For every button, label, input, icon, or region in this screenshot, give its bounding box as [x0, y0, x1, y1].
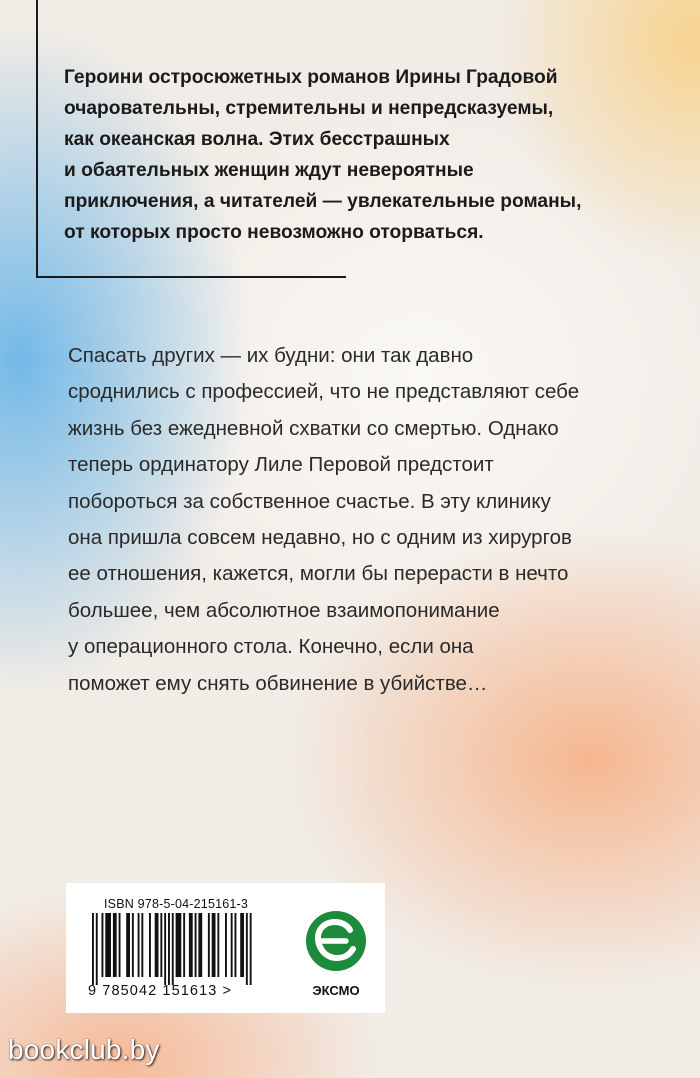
annotation-line: Спасать других — их будни: они так давно	[68, 344, 474, 367]
annotation-line: сроднились с профессией, что не представляют себе	[68, 380, 580, 404]
eksmo-logo-text: ЭКСМО	[312, 983, 360, 998]
annotation-line: она пришла совсем недавно, но с одним из хирургов	[68, 526, 572, 550]
book-annotation	[68, 338, 688, 702]
annotation-line: побороться за собственное счастье. В эту клинику	[68, 489, 551, 513]
annotation-line: ее отношения, кажется, могли бы перерасти в нечто	[68, 562, 569, 586]
annotation-line: у операционного стола. Конечно, если она	[68, 635, 474, 659]
annotation-line: большее, чем абсолютное взаимопонимание	[68, 598, 500, 622]
barcode-digits: 9 785042 151613 >	[88, 983, 233, 999]
annotation-line: жизнь без ежедневной схватки со смертью. Однако	[68, 416, 559, 440]
isbn-label: ISBN 978-5-04-215161-3	[104, 897, 249, 911]
series-blurb-line: Героини остросюжетных романов Ирины Градовой	[64, 67, 558, 88]
series-blurb-line: и обаятельных женщин ждут невероятные	[64, 160, 474, 181]
site-watermark: bookclub.by	[8, 1034, 160, 1065]
series-blurb-line: приключения, а читателей — увлекательные романы,	[64, 191, 582, 212]
series-blurb-line: очаровательны, стремительны и непредсказуемы,	[64, 98, 554, 119]
eksmo-logo-mark	[306, 911, 366, 971]
series-blurb-line: как океанская волна. Этих бесстрашных	[64, 129, 450, 150]
eksmo-logo	[300, 905, 372, 1005]
quote-frame-vertical-line	[36, 0, 38, 278]
series-blurb-line: от которых просто невозможно оторваться.	[64, 222, 484, 243]
quote-frame-horizontal-line	[36, 276, 346, 278]
annotation-line: теперь ординатору Лиле Перовой предстоит	[68, 453, 494, 477]
series-blurb	[64, 62, 684, 248]
annotation-line: поможет ему снять обвинение в убийстве…	[68, 671, 488, 695]
